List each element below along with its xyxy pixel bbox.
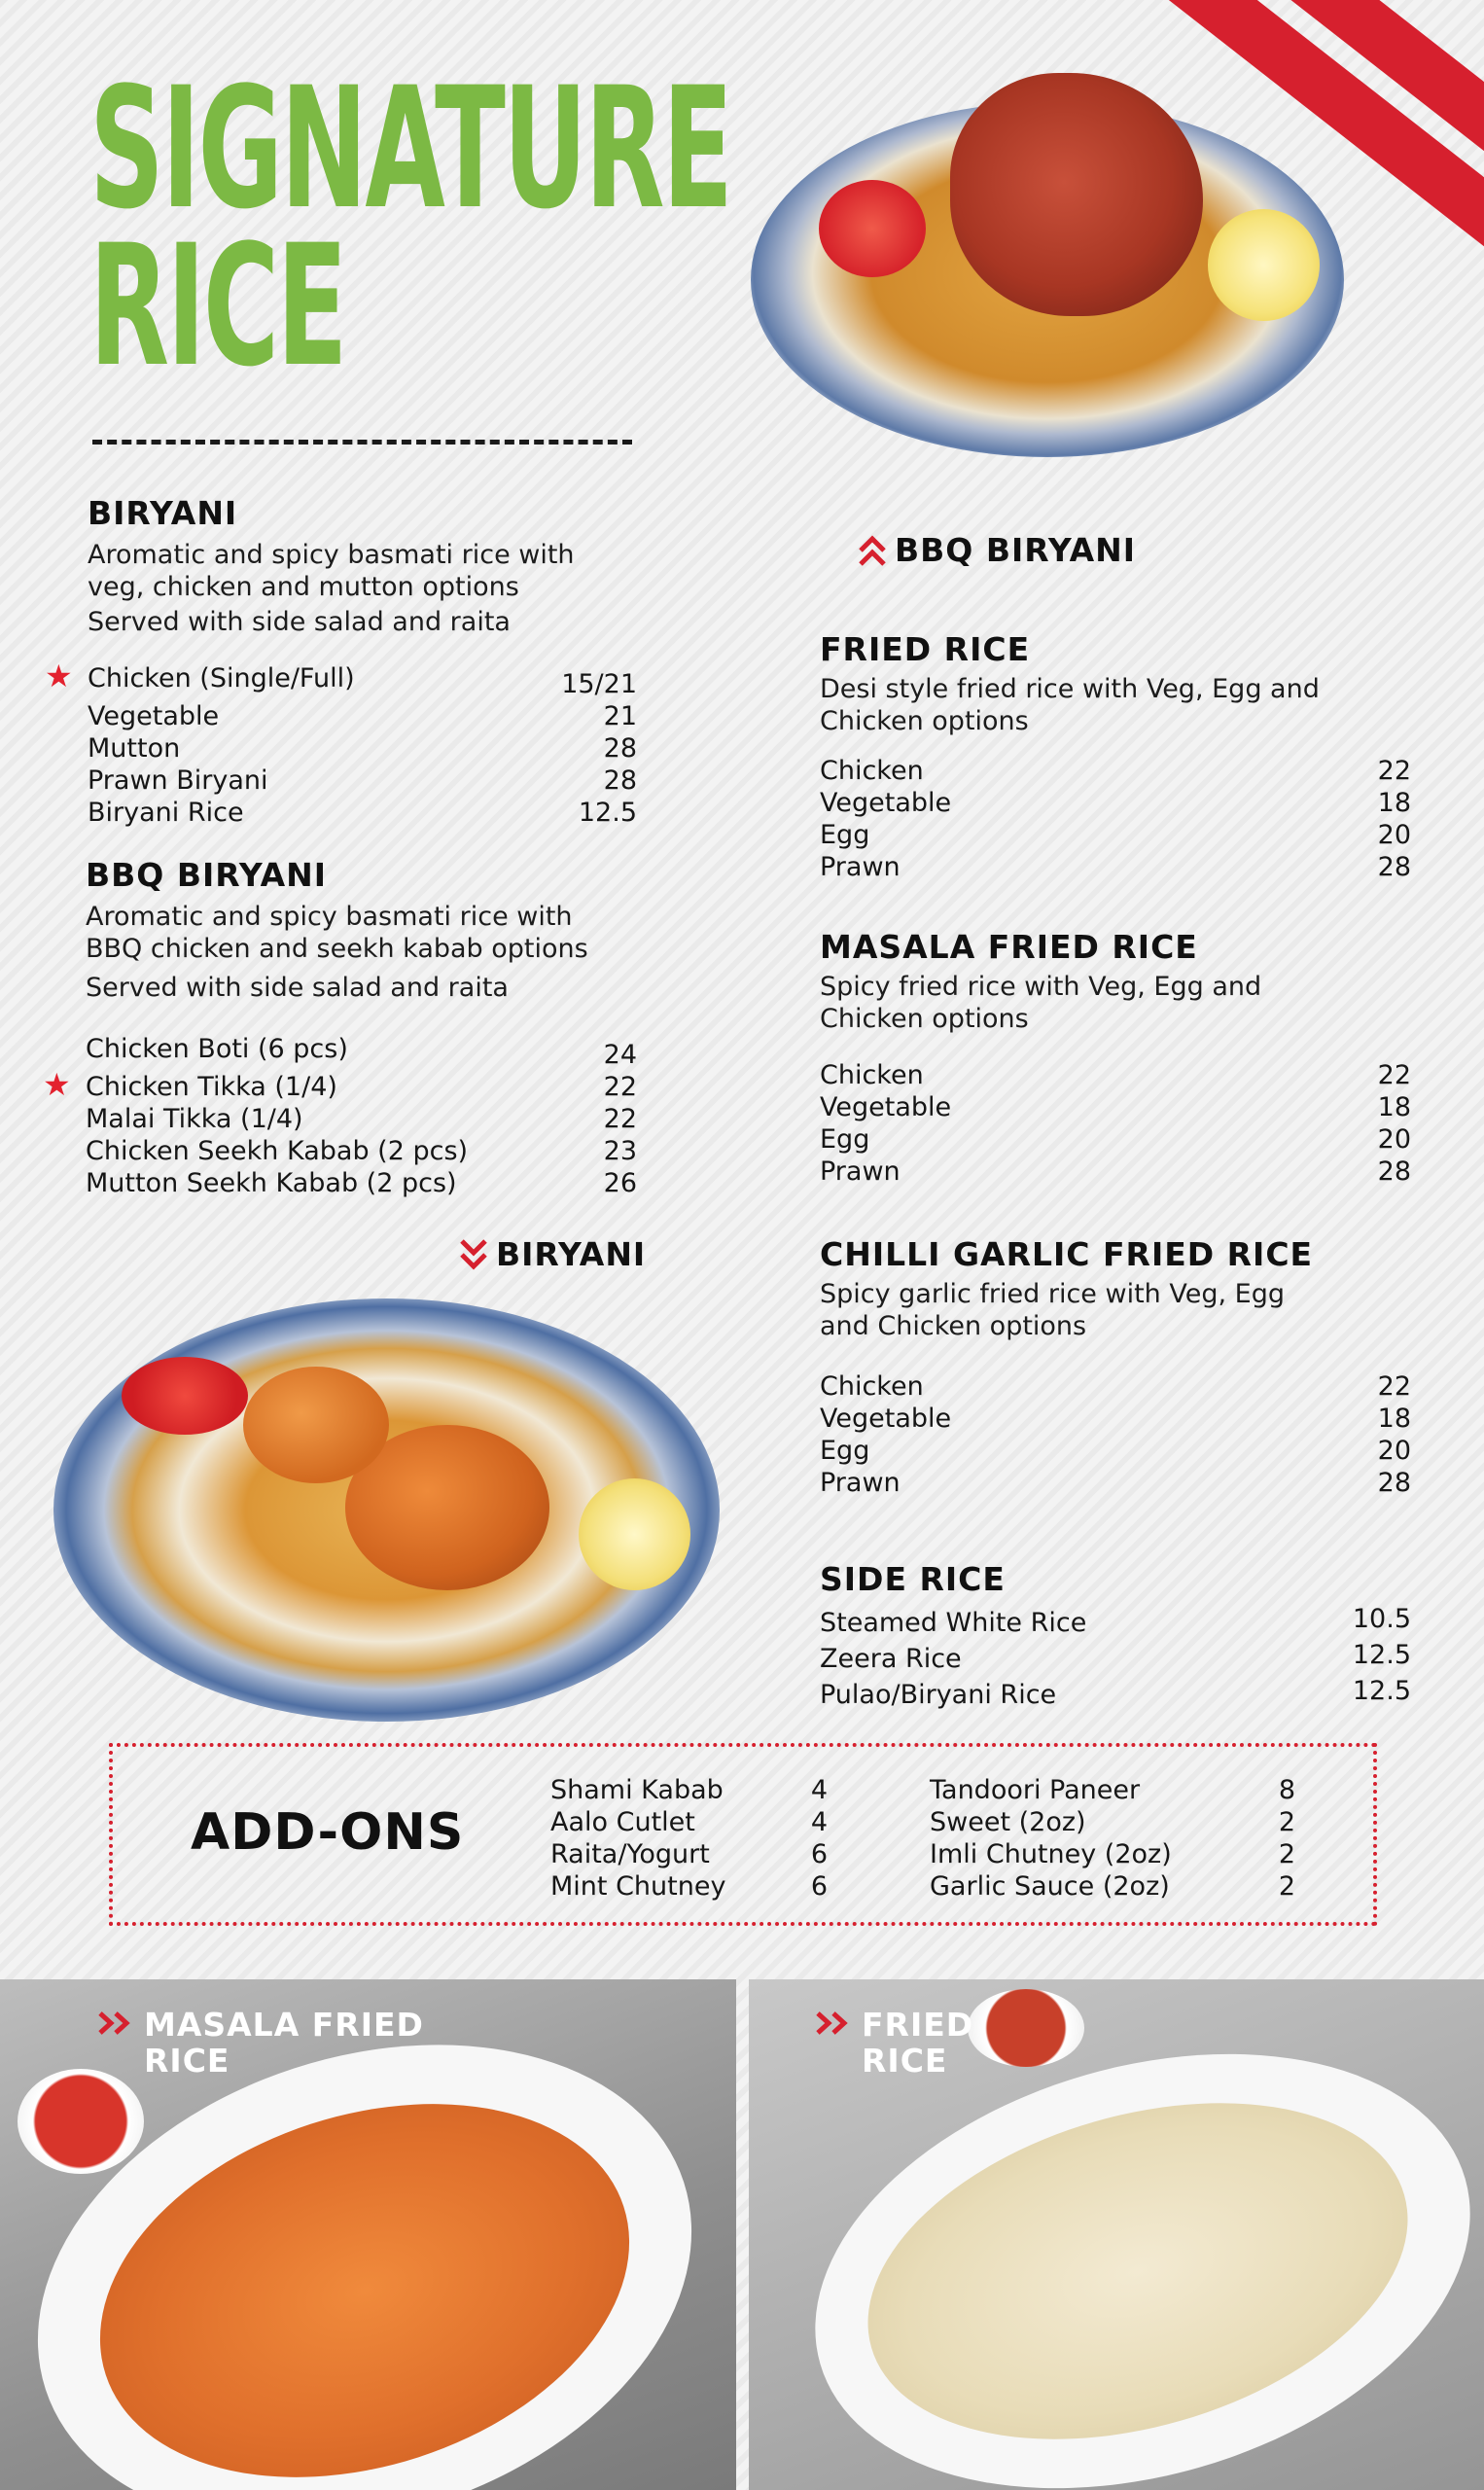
menu-item [820,1091,1411,1123]
lemon-slice-image [1208,209,1320,321]
item-name: Chicken Seekh Kabab (2 pcs) [86,1136,469,1166]
menu-item [820,819,1411,851]
item-name: Chicken [820,1060,924,1090]
item-price: 20 [1377,820,1411,850]
masala-fried-rice-heading: MASALA FRIED RICE [820,928,1198,966]
item-price: 23 [603,1136,637,1166]
chilli-desc-line-1: Spicy garlic fried rice with Veg, Egg [820,1279,1285,1309]
sauce-cup-image [968,1989,1084,2067]
item-price: 6 [810,1839,828,1869]
item-name: Prawn Biryani [88,765,268,796]
menu-item [820,1156,1411,1188]
masala-fried-rice-photo [0,1979,736,2490]
item-name: Vegetable [820,1092,952,1122]
masala-label-line-2: RICE [144,2042,230,2080]
menu-item [820,755,1411,787]
star-icon: ★ [45,658,73,694]
item-name: Garlic Sauce (2oz) [930,1871,1170,1902]
item-price: 15/21 [561,669,637,699]
addon-item [550,1870,828,1903]
fried-desc-line-2: Chicken options [820,706,1029,736]
menu-item [820,1403,1411,1435]
menu-item [820,851,1411,883]
item-price: 28 [603,733,637,764]
item-name: Shami Kabab [550,1775,724,1805]
item-name: Chicken [820,756,924,786]
fried-photo-label [815,2007,973,2079]
item-price: 4 [810,1775,828,1805]
item-price: 6 [810,1871,828,1902]
chilli-garlic-description [820,1278,1285,1342]
title-divider [92,440,632,445]
item-name: Imli Chutney (2oz) [930,1839,1172,1869]
tomato-slice-image [122,1357,248,1435]
sauce-cup-image [18,2069,144,2174]
menu-item [86,1135,637,1167]
title-line-1: SIGNATURE [89,51,731,246]
menu-item [45,658,637,700]
item-name: Malai Tikka (1/4) [86,1104,303,1134]
fried-rice-item-list [820,755,1411,883]
fried-label-line-2: RICE [862,2042,948,2080]
biryani-desc-line-3: Served with side salad and raita [88,607,511,637]
item-name: Egg [820,820,870,850]
bbq-tag-label: BBQ BIRYANI [895,531,1137,569]
bbq-biryani-item-list [43,1033,637,1199]
menu-item [43,1066,637,1103]
double-chevron-right-icon [815,2010,854,2036]
item-name: Mutton [88,733,181,764]
item-price: 28 [603,765,637,796]
item-name: Vegetable [820,1404,952,1434]
addons-column-2 [930,1774,1295,1903]
menu-item [88,732,637,765]
item-name: Chicken [820,1371,924,1402]
title-line-2: RICE [89,208,345,404]
biryani-item-list [45,658,637,829]
masala-label-line-1: MASALA FRIED [144,2006,424,2044]
item-name: Raita/Yogurt [550,1839,710,1869]
biryani-photo-tag [459,1235,646,1273]
item-name: Prawn [820,1468,901,1498]
item-price: 18 [1377,1092,1411,1122]
bbq-desc-line-1: Aromatic and spicy basmati rice with [86,902,573,932]
item-name: Prawn [820,852,901,882]
item-price: 20 [1377,1436,1411,1466]
item-name: Prawn [820,1156,901,1187]
lemon-slice-image [579,1478,690,1590]
menu-item [86,1103,637,1135]
chicken-piece-small-image [243,1367,389,1483]
item-price: 22 [1377,1371,1411,1402]
bbq-biryani-plate-image [751,102,1344,457]
addon-item [930,1870,1295,1903]
menu-item [820,1639,1411,1675]
biryani-plate-image [53,1298,720,1722]
bbq-biryani-heading: BBQ BIRYANI [86,856,328,894]
bbq-desc-line-3: Served with side salad and raita [86,973,509,1003]
item-price: 8 [1278,1775,1295,1805]
page-title [89,51,731,404]
masala-fried-rice-item-list [820,1059,1411,1188]
chilli-garlic-fried-rice-heading: CHILLI GARLIC FRIED RICE [820,1235,1314,1273]
fried-rice-description [820,673,1320,737]
bbq-biryani-photo-tag [858,531,1136,569]
item-name: Zeera Rice [820,1644,962,1674]
addon-item [550,1774,828,1806]
fried-desc-line-1: Desi style fried rice with Veg, Egg and [820,674,1320,704]
menu-item [820,1435,1411,1467]
item-name: Sweet (2oz) [930,1807,1086,1837]
masala-desc-line-2: Chicken options [820,1004,1029,1034]
item-name: Chicken Boti (6 pcs) [86,1034,348,1064]
menu-item [820,1467,1411,1499]
item-price: 22 [603,1104,637,1134]
chilli-garlic-item-list [820,1370,1411,1499]
addon-item [930,1838,1295,1870]
biryani-desc-line-2: veg, chicken and mutton options [88,572,519,602]
item-price: 28 [1377,1156,1411,1187]
menu-item [820,1675,1411,1711]
addon-item [550,1838,828,1870]
biryani-description [88,539,575,638]
addon-item [550,1806,828,1838]
side-rice-heading: SIDE RICE [820,1560,1006,1598]
item-price: 2 [1278,1807,1295,1837]
masala-photo-label [97,2007,424,2079]
tomato-slice-image [819,180,926,277]
item-name: Mint Chutney [550,1871,726,1902]
item-price: 18 [1377,1404,1411,1434]
item-name: Vegetable [820,788,952,818]
bbq-desc-line-2: BBQ chicken and seekh kabab options [86,934,588,964]
item-price: 18 [1377,788,1411,818]
fried-rice-photo [749,1979,1484,2490]
double-chevron-down-icon [459,1237,488,1272]
masala-desc-line-1: Spicy fried rice with Veg, Egg and [820,972,1262,1002]
item-name: Aalo Cutlet [550,1807,695,1837]
item-price: 4 [810,1807,828,1837]
addons-column-1 [550,1774,828,1903]
menu-item [820,1370,1411,1403]
star-icon: ★ [43,1066,71,1103]
item-price: 28 [1377,852,1411,882]
item-price: 26 [603,1168,637,1198]
item-price: 10.5 [1352,1604,1411,1634]
item-name: Vegetable [88,701,220,731]
item-price: 22 [1377,756,1411,786]
addons-heading: ADD-ONS [191,1803,465,1862]
menu-item [86,1033,637,1071]
item-price: 24 [603,1040,637,1070]
item-price: 22 [1377,1060,1411,1090]
item-name: Tandoori Paneer [930,1775,1141,1805]
menu-item [88,797,637,829]
biryani-desc-line-1: Aromatic and spicy basmati rice with [88,540,575,570]
double-chevron-right-icon [97,2010,136,2036]
biryani-heading: BIRYANI [88,494,238,532]
double-chevron-up-icon [858,533,887,568]
menu-item [820,1059,1411,1091]
item-name: Chicken (Single/Full) [88,663,355,694]
menu-item [820,1123,1411,1156]
addon-item [930,1774,1295,1806]
menu-item [88,700,637,732]
item-price: 28 [1377,1468,1411,1498]
item-name: Pulao/Biryani Rice [820,1680,1057,1710]
fried-rice-heading: FRIED RICE [820,630,1031,668]
item-name: Steamed White Rice [820,1608,1087,1638]
masala-fried-rice-description [820,971,1261,1035]
item-price: 21 [603,701,637,731]
item-name: Chicken Tikka (1/4) [86,1072,337,1102]
menu-item [820,787,1411,819]
menu-item [820,1603,1411,1639]
item-name: Egg [820,1124,870,1155]
item-name: Biryani Rice [88,798,244,828]
item-name: Egg [820,1436,870,1466]
item-price: 12.5 [1352,1640,1411,1670]
item-price: 2 [1278,1871,1295,1902]
item-price: 12.5 [578,798,637,828]
addon-item [930,1806,1295,1838]
side-rice-item-list [820,1603,1411,1711]
menu-item [88,765,637,797]
menu-item [86,1167,637,1199]
item-price: 20 [1377,1124,1411,1155]
item-price: 22 [603,1072,637,1102]
bbq-biryani-description [86,901,588,1004]
item-price: 2 [1278,1839,1295,1869]
addons-box [109,1743,1377,1926]
chilli-desc-line-2: and Chicken options [820,1311,1087,1341]
item-name: Mutton Seekh Kabab (2 pcs) [86,1168,457,1198]
fried-label-line-1: FRIED [862,2006,974,2044]
biryani-tag-label: BIRYANI [496,1235,647,1273]
item-price: 12.5 [1352,1676,1411,1706]
